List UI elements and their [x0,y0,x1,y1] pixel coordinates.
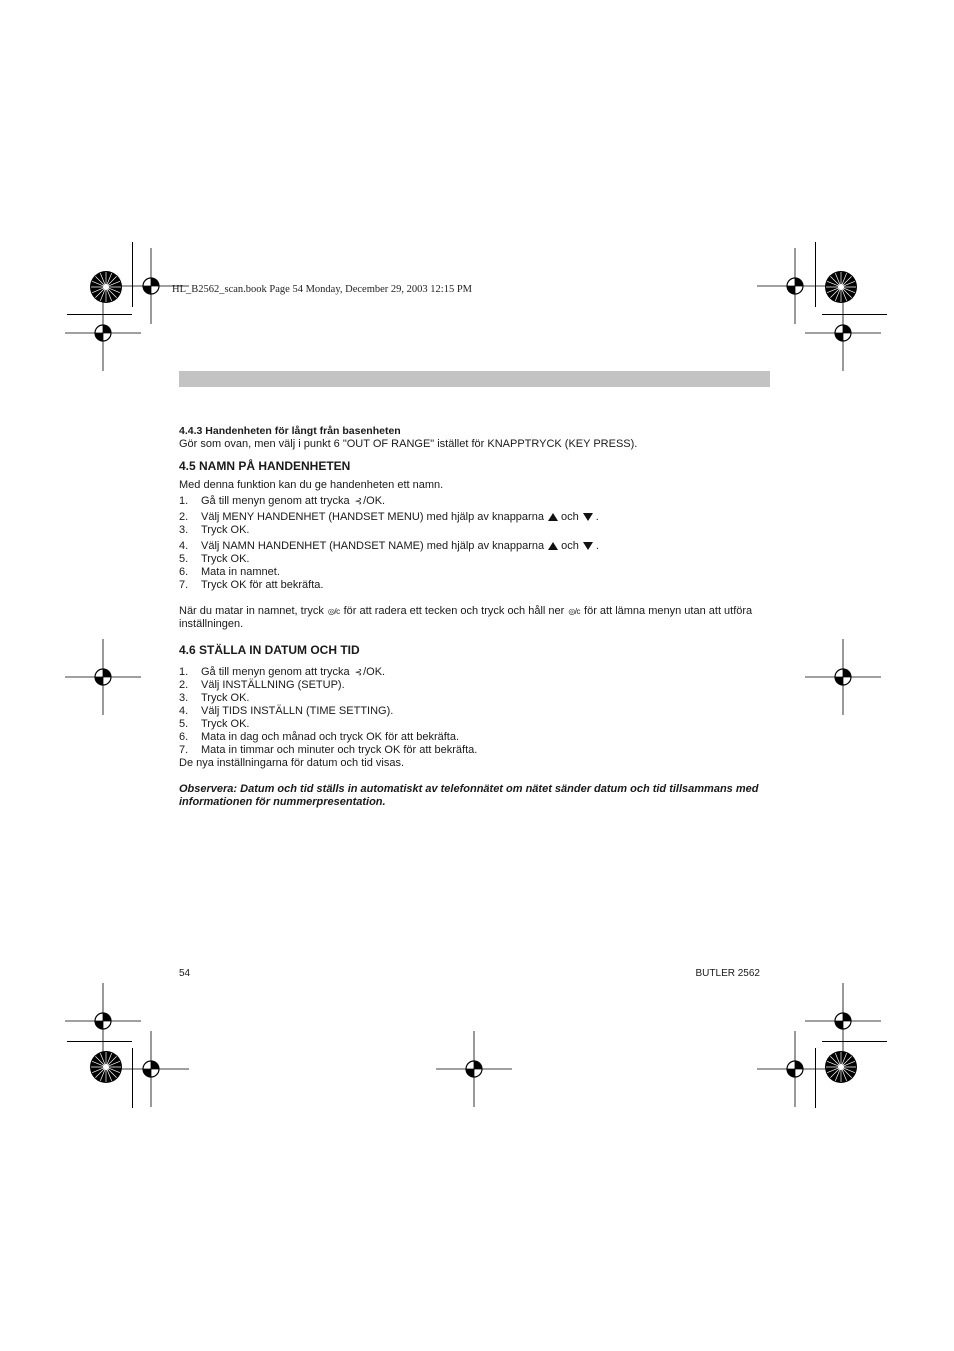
section-45-intro: Med denna funktion kan du ge handenheten ett namn. [179,479,444,491]
list-item: 2. Välj MENY HANDENHET (HANDSET MENU) med hjälp av knapparna och . [179,511,599,523]
section-443-heading: 4.4.3 Handenheten för långt från basenheten [179,425,401,437]
section-46-heading: 4.6 STÄLLA IN DATUM OCH TID [179,643,360,657]
list-item: 3. Tryck OK. [179,524,250,536]
list-item: 5. Tryck OK. [179,553,250,565]
print-job-header: HL_B2562_scan.book Page 54 Monday, December 29, 2003 12:15 PM [172,284,472,295]
section-45-steps [179,495,779,592]
list-item: 1. Gå till menyn genom att trycka ⊰/OK. [179,666,386,678]
list-item: 5. Tryck OK. [179,718,250,730]
section-46-closing: De nya inställningarna för datum och tid visas. [179,757,405,769]
product-name: BUTLER 2562 [695,968,760,979]
list-item: 7. Tryck OK för att bekräfta. [179,579,324,591]
section-45-heading: 4.5 NAMN PÅ HANDENHETEN [179,459,351,473]
section-46-steps [179,666,779,757]
erase-cancel-key-icon: ◎/c [568,607,581,616]
list-item: 6. Mata in namnet. [179,566,280,578]
list-item: 1. Gå till menyn genom att trycka ⊰/OK. [179,495,386,507]
menu-key-icon: ⊰ [354,496,363,506]
list-item: 3. Tryck OK. [179,692,250,704]
page-content [179,425,779,809]
observera-note: Observera: Datum och tid ställs in automatiskt av telefonnätet om nätet sänder datum och tid tillsammans med informationen för nummerpresentation. [179,783,759,808]
list-item: 4. Välj NAMN HANDENHET (HANDSET NAME) med hjälp av knapparna och . [179,540,599,552]
menu-key-icon: ⊰ [354,667,363,677]
up-arrow-icon [548,542,558,550]
list-item: 7. Mata in timmar och minuter och tryck OK för att bekräfta. [179,744,478,756]
section-443-text: Gör som ovan, men välj i punkt 6 "OUT OF RANGE" istället för KNAPPTRYCK (KEY PRESS). [179,438,638,450]
list-item: 4. Välj TIDS INSTÄLLN (TIME SETTING). [179,705,394,717]
up-arrow-icon [548,513,558,521]
list-item: 6. Mata in dag och månad och tryck OK för att bekräfta. [179,731,460,743]
erase-cancel-key-icon: ◎/c [327,607,340,616]
section-45-note: När du matar in namnet, tryck ◎/c för att radera ett tecken och tryck och håll ner ◎/c för att lämna menyn utan att utföra inställningen. [179,605,753,630]
down-arrow-icon [583,513,593,521]
list-item: 2. Välj INSTÄLLNING (SETUP). [179,679,345,691]
down-arrow-icon [583,542,593,550]
header-band [179,371,770,387]
page-number: 54 [179,968,191,979]
